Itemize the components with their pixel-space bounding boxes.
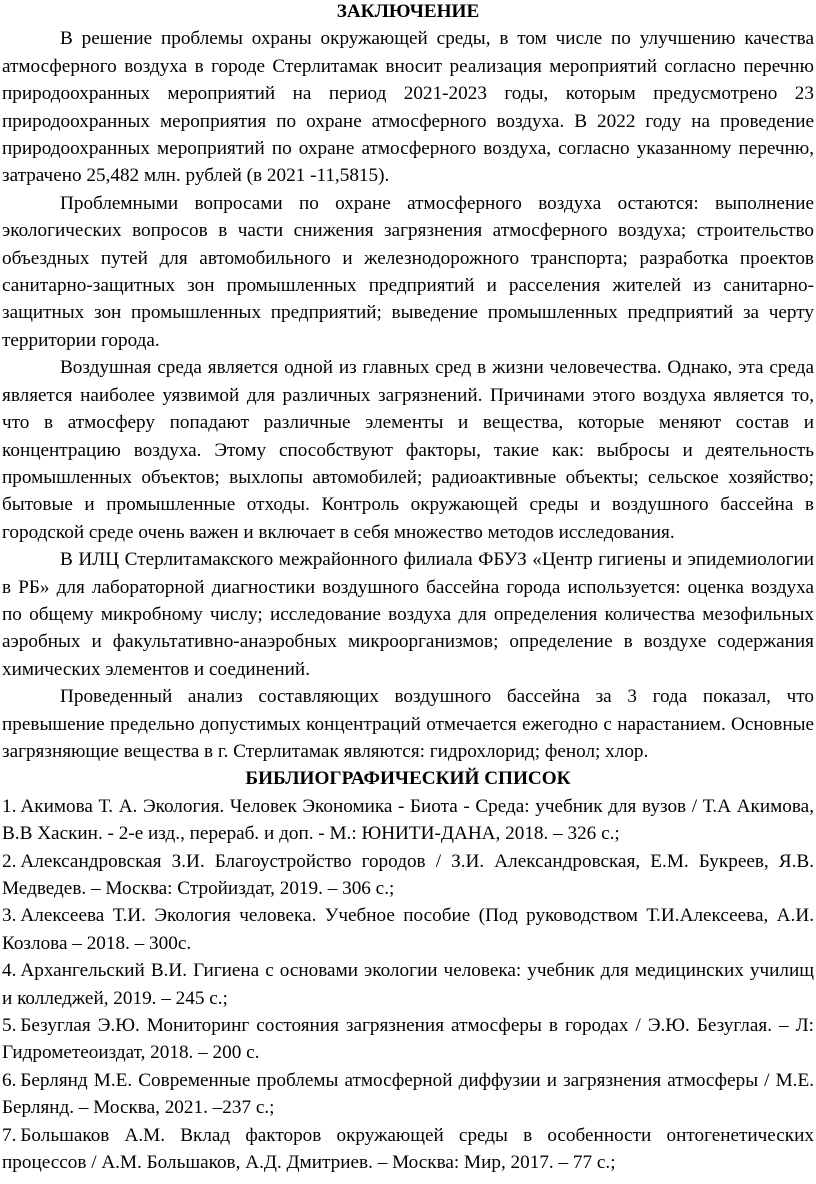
bibliography-item-number: 1. <box>2 795 17 817</box>
bibliography-item-text: Безуглая Э.Ю. Мониторинг состояния загрязнения атмосферы в городах / Э.Ю. Безуглая. – Л: Гидрометеоиздат, 2018. – 200 с. <box>2 1015 814 1064</box>
bibliography-item-text: Александровская З.И. Благоустройство городов / З.И. Александровская, Е.М. Букреев, Я.В. Медведев. – Москва: Стройиздат, 2019. – 306 с.; <box>2 850 814 899</box>
conclusion-paragraph-1: В решение проблемы охраны окружающей среды, в том числе по улучшению качества атмосферного воздуха в городе Стерлитамак вносит реализация мероприятий согласно перечню природоохранных мероприятий на период 2021-2023 годы, которым предусмотрено 23 природоохранных мероприятия по охране атмосферного воздуха. В 2022 году на проведение природоохранных мероприятий по охране атмосферного воздуха, согласно указанному перечню, затрачено 25,482 млн. рублей (в 2021 -11,5815). <box>2 28 814 187</box>
conclusion-paragraph-4: В ИЛЦ Стерлитамакского межрайонного филиала ФБУЗ «Центр гигиены и эпидемиологии в РБ» для лабораторной диагностики воздушного бассейна города используется: оценка воздуха по общему микробному числу; исследование воздуха для определения количества мезофильных аэробных и факультативно-анаэробных микроорганизмов; определение в воздухе содержания химических элементов и соединений. <box>2 549 814 680</box>
conclusion-paragraph-5: Проведенный анализ составляющих воздушного бассейна за 3 года показал, что превышение предельно допустимых концентраций отмечается ежегодно с нарастанием. Основные загрязняющие вещества в г. Стерлитамак являются: гидрохлорид; фенол; хлор. <box>2 686 814 762</box>
bibliography-list <box>2 793 814 1177</box>
bibliography-item <box>2 902 814 957</box>
conclusion-paragraph-3: Воздушная среда является одной из главных сред в жизни человечества. Однако, эта среда является наиболее уязвимой для различных загрязнений. Причинами этого воздуха является то, что в атмосферу попадают различные элементы и вещества, которые меняют состав и концентрацию воздуха. Этому способствуют факторы, такие как: выбросы и деятельность промышленных объектов; выхлопы автомобилей; радиоактивные объекты; сельское хозяйство; бытовые и промышленные отходы. Контроль окружающей среды и воздушного бассейна в городской среде очень важен и включает в себя множество методов исследования. <box>2 357 814 543</box>
bibliography-item <box>2 793 814 848</box>
bibliography-item-text: Большаков А.М. Вклад факторов окружающей среды в особенности онтогенетических процессов / А.М. Большаков, А.Д. Дмитриев. – Москва: Мир, 2017. – 77 с.; <box>2 1124 814 1174</box>
bibliography-item-number: 6. <box>2 1069 17 1091</box>
bibliography-item-text: Алексеева Т.И. Экология человека. Учебное пособие (Под руководством Т.И.Алексеева, А.И. Козлова – 2018. – 300с. <box>2 905 814 954</box>
bibliography-item-number: 2. <box>2 850 17 872</box>
bibliography-item-number: 7. <box>2 1124 17 1146</box>
bibliography-item <box>2 1067 814 1122</box>
bibliography-item-text: Акимова Т. А. Экология. Человек Экономика - Биота - Среда: учебник для вузов / Т.А Акимова, В.В Хаскин. - 2-е изд., перераб. и доп. - М.: ЮНИТИ-ДАНА, 2018. – 326 с.; <box>2 795 814 845</box>
bibliography-item <box>2 848 814 903</box>
bibliography-item-number: 4. <box>2 960 17 982</box>
bibliography-item-text: Берлянд М.Е. Современные проблемы атмосферной диффузии и загрязнения атмосферы / М.Е. Берлянд. – Москва, 2021. –237 с.; <box>2 1069 814 1119</box>
bibliography-title: БИБЛИОГРАФИЧЕСКИЙ СПИСОК <box>245 768 571 790</box>
bibliography-item <box>2 1012 814 1067</box>
conclusion-title: ЗАКЛЮЧЕНИЕ <box>336 1 480 22</box>
bibliography-item <box>2 1122 814 1177</box>
bibliography-item-text: Архангельский В.И. Гигиена с основами экологии человека: учебник для медицинских училищ и колледжей, 2019. – 245 с.; <box>2 960 814 1009</box>
conclusion-paragraph-2: Проблемными вопросами по охране атмосферного воздуха остаются: выполнение экологических вопросов в части снижения загрязнения атмосферного воздуха; строительство объездных путей для автомобильного и железнодорожного транспорта; разработка проектов санитарно-защитных зон промышленных предприятий и расселения жителей из санитарно-защитных зон промышленных предприятий; выведение промышленных предприятий за черту территории города. <box>2 192 814 351</box>
bibliography-item-number: 5. <box>2 1015 17 1037</box>
bibliography-item <box>2 957 814 1012</box>
bibliography-item-number: 3. <box>2 905 17 927</box>
